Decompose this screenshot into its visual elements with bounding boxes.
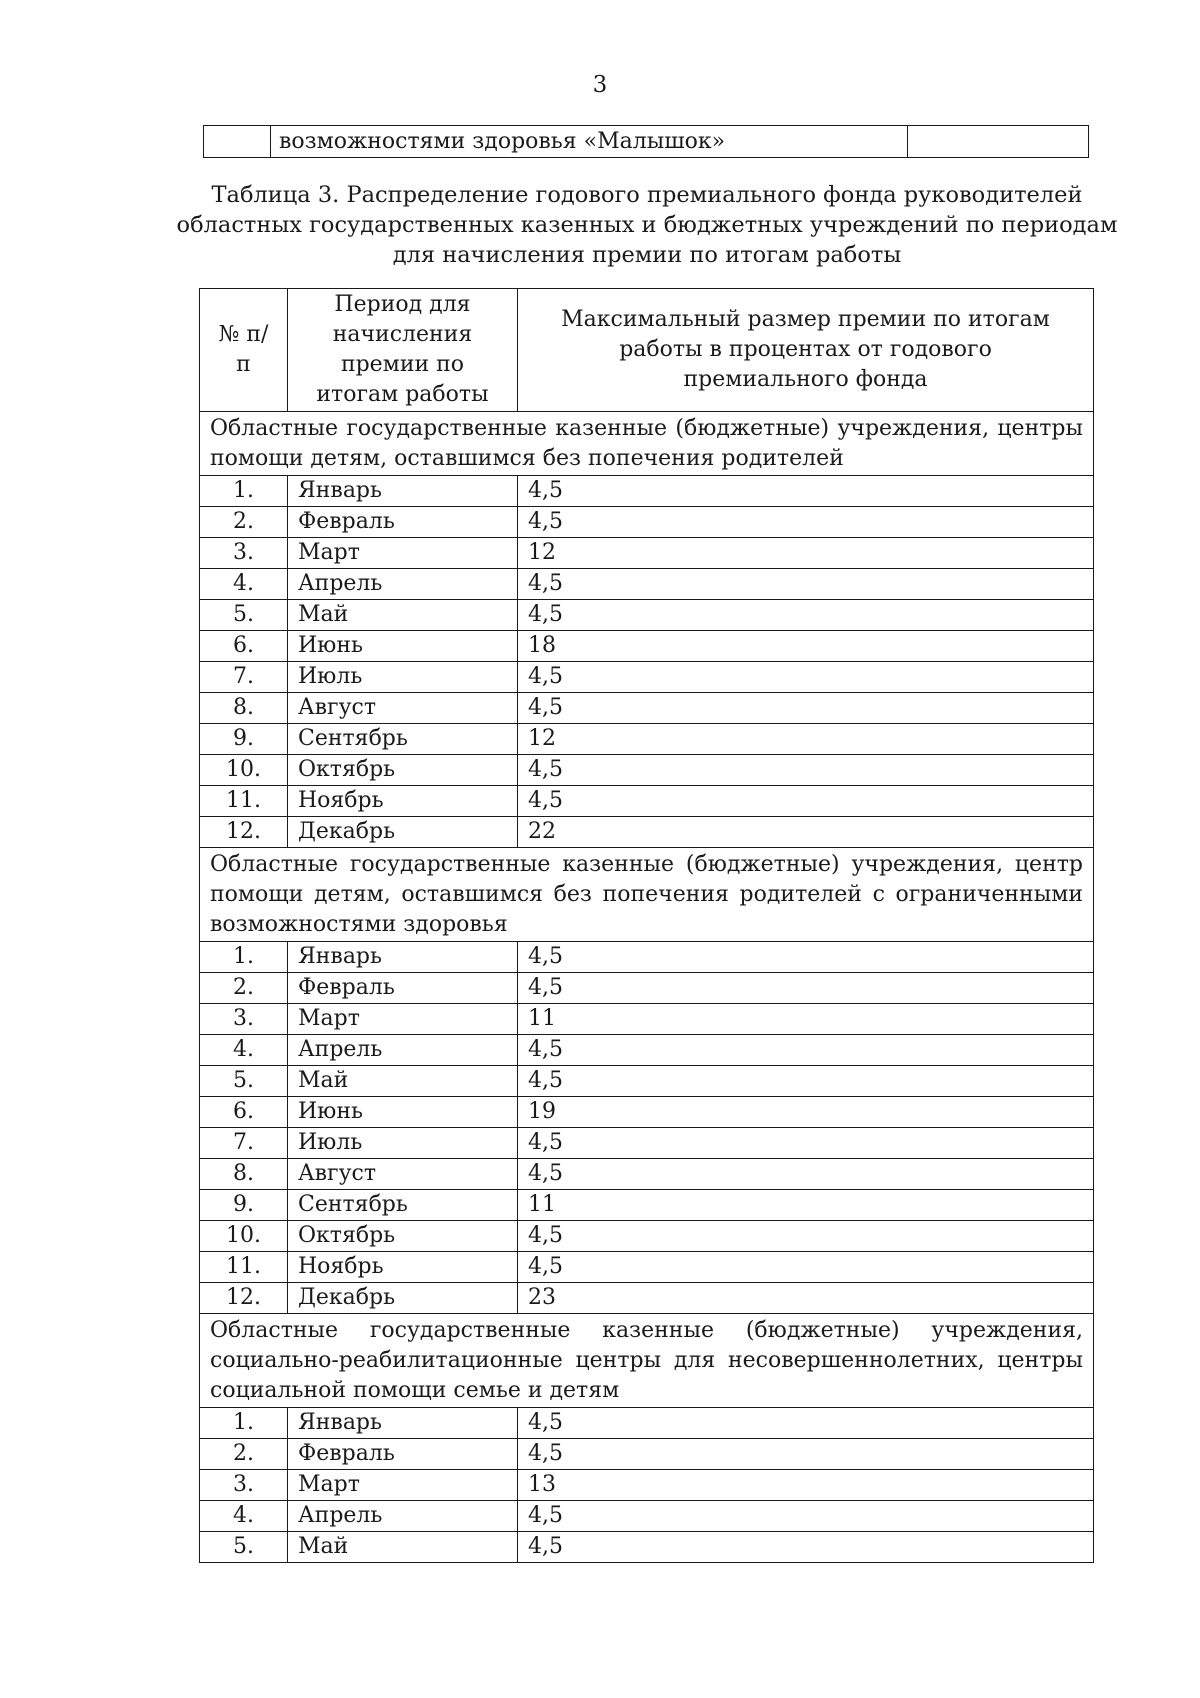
row-number: 10. xyxy=(200,1221,288,1252)
table-row xyxy=(200,1252,1094,1283)
row-number: 1. xyxy=(200,942,288,973)
row-number: 5. xyxy=(200,1066,288,1097)
row-value: 11 xyxy=(518,1190,1094,1221)
row-value: 4,5 xyxy=(518,476,1094,507)
table-row xyxy=(200,1408,1094,1439)
table-row xyxy=(200,1470,1094,1501)
table-row xyxy=(200,538,1094,569)
row-number: 12. xyxy=(200,817,288,848)
row-month: Октябрь xyxy=(288,755,518,786)
table-caption: Таблица 3. Распределение годового премиального фонда руководителей областных государственных казенных и бюджетных учреждений по периодам для начисления премии по итогам работы xyxy=(176,182,1118,268)
continuation-table xyxy=(203,125,1089,158)
row-value: 23 xyxy=(518,1283,1094,1314)
row-value: 12 xyxy=(518,538,1094,569)
row-value: 4,5 xyxy=(518,1501,1094,1532)
row-number: 7. xyxy=(200,662,288,693)
row-month: Август xyxy=(288,1159,518,1190)
table-row xyxy=(200,973,1094,1004)
row-month: Март xyxy=(288,1470,518,1501)
row-value: 4,5 xyxy=(518,600,1094,631)
table-row xyxy=(200,507,1094,538)
table-row xyxy=(200,786,1094,817)
row-month: Апрель xyxy=(288,1501,518,1532)
row-number: 11. xyxy=(200,786,288,817)
row-number: 9. xyxy=(200,724,288,755)
table-header-row xyxy=(200,289,1094,412)
row-month: Сентябрь xyxy=(288,724,518,755)
row-value: 4,5 xyxy=(518,1439,1094,1470)
row-month: Январь xyxy=(288,942,518,973)
row-number: 5. xyxy=(200,1532,288,1563)
row-month: Февраль xyxy=(288,1439,518,1470)
table-row xyxy=(200,693,1094,724)
row-number: 4. xyxy=(200,1501,288,1532)
row-month: Декабрь xyxy=(288,817,518,848)
page-number: 3 xyxy=(592,72,608,98)
row-month: Ноябрь xyxy=(288,786,518,817)
row-number: 5. xyxy=(200,600,288,631)
row-month: Март xyxy=(288,538,518,569)
row-value: 19 xyxy=(518,1097,1094,1128)
row-number: 8. xyxy=(200,693,288,724)
row-month: Май xyxy=(288,600,518,631)
row-number: 8. xyxy=(200,1159,288,1190)
table-row xyxy=(200,755,1094,786)
row-number: 6. xyxy=(200,631,288,662)
row-value: 4,5 xyxy=(518,1221,1094,1252)
group-header-row xyxy=(200,412,1094,476)
table-row xyxy=(200,600,1094,631)
table-row xyxy=(200,1532,1094,1563)
row-month: Февраль xyxy=(288,973,518,1004)
table-row xyxy=(200,569,1094,600)
row-number: 2. xyxy=(200,973,288,1004)
table-row xyxy=(200,1097,1094,1128)
row-number: 1. xyxy=(200,476,288,507)
group-title: Областные государственные казенные (бюджетные) учреждения, центр помощи детям, оставшимся без попечения родителей с ограниченными возможностями здоровья xyxy=(200,848,1094,942)
row-number: 12. xyxy=(200,1283,288,1314)
row-number: 9. xyxy=(200,1190,288,1221)
row-month: Апрель xyxy=(288,1035,518,1066)
group-title: Областные государственные казенные (бюджетные) учреждения, центры помощи детям, оставшимся без попечения родителей xyxy=(200,412,1094,476)
table-row xyxy=(200,1283,1094,1314)
row-value: 13 xyxy=(518,1470,1094,1501)
row-value: 22 xyxy=(518,817,1094,848)
group-title: Областные государственные казенные (бюджетные) учреждения, социально-реабилитационные центры для несовершеннолетних, центры социальной помощи семье и детям xyxy=(200,1314,1094,1408)
row-number: 10. xyxy=(200,755,288,786)
row-month: Апрель xyxy=(288,569,518,600)
row-number: 6. xyxy=(200,1097,288,1128)
row-month: Октябрь xyxy=(288,1221,518,1252)
table-row xyxy=(200,724,1094,755)
row-value: 4,5 xyxy=(518,755,1094,786)
continuation-num-cell xyxy=(204,126,271,158)
row-value: 4,5 xyxy=(518,507,1094,538)
row-number: 3. xyxy=(200,1470,288,1501)
row-number: 4. xyxy=(200,1035,288,1066)
row-number: 2. xyxy=(200,507,288,538)
row-value: 11 xyxy=(518,1004,1094,1035)
row-month: Июнь xyxy=(288,631,518,662)
table-row xyxy=(200,817,1094,848)
row-month: Январь xyxy=(288,476,518,507)
row-month: Июль xyxy=(288,1128,518,1159)
table-row xyxy=(200,1159,1094,1190)
row-number: 3. xyxy=(200,1004,288,1035)
row-number: 4. xyxy=(200,569,288,600)
table-row xyxy=(200,1501,1094,1532)
row-value: 4,5 xyxy=(518,569,1094,600)
table-row xyxy=(204,126,1089,158)
group-header-row xyxy=(200,1314,1094,1408)
row-month: Май xyxy=(288,1532,518,1563)
row-value: 4,5 xyxy=(518,1408,1094,1439)
row-month: Август xyxy=(288,693,518,724)
row-value: 4,5 xyxy=(518,1066,1094,1097)
bonus-distribution-table xyxy=(199,288,1094,1563)
row-value: 4,5 xyxy=(518,1035,1094,1066)
row-number: 2. xyxy=(200,1439,288,1470)
row-value: 4,5 xyxy=(518,786,1094,817)
table-row xyxy=(200,1221,1094,1252)
header-max: Максимальный размер премии по итогам работы в процентах от годового премиального фонда xyxy=(518,289,1094,412)
group-header-row xyxy=(200,848,1094,942)
row-value: 4,5 xyxy=(518,1128,1094,1159)
row-value: 4,5 xyxy=(518,1159,1094,1190)
row-value: 4,5 xyxy=(518,1532,1094,1563)
row-value: 18 xyxy=(518,631,1094,662)
row-month: Март xyxy=(288,1004,518,1035)
row-value: 4,5 xyxy=(518,942,1094,973)
table-row xyxy=(200,631,1094,662)
row-number: 3. xyxy=(200,538,288,569)
row-month: Январь xyxy=(288,1408,518,1439)
header-period: Период для начисления премии по итогам работы xyxy=(288,289,518,412)
row-value: 4,5 xyxy=(518,693,1094,724)
table-row xyxy=(200,1439,1094,1470)
table-row xyxy=(200,476,1094,507)
table-row xyxy=(200,1128,1094,1159)
header-num: № п/п xyxy=(200,289,288,412)
row-month: Ноябрь xyxy=(288,1252,518,1283)
row-value: 12 xyxy=(518,724,1094,755)
row-month: Сентябрь xyxy=(288,1190,518,1221)
table-row xyxy=(200,1004,1094,1035)
row-value: 4,5 xyxy=(518,973,1094,1004)
row-number: 1. xyxy=(200,1408,288,1439)
table-row xyxy=(200,662,1094,693)
continuation-text-cell: возможностями здоровья «Малышок» xyxy=(271,126,908,158)
table-row xyxy=(200,1035,1094,1066)
row-month: Июнь xyxy=(288,1097,518,1128)
continuation-value-cell xyxy=(908,126,1089,158)
row-month: Июль xyxy=(288,662,518,693)
row-number: 7. xyxy=(200,1128,288,1159)
row-value: 4,5 xyxy=(518,662,1094,693)
row-number: 11. xyxy=(200,1252,288,1283)
row-value: 4,5 xyxy=(518,1252,1094,1283)
table-body xyxy=(200,412,1094,1563)
row-month: Декабрь xyxy=(288,1283,518,1314)
table-row xyxy=(200,1066,1094,1097)
row-month: Май xyxy=(288,1066,518,1097)
table-row xyxy=(200,1190,1094,1221)
row-month: Февраль xyxy=(288,507,518,538)
table-row xyxy=(200,942,1094,973)
